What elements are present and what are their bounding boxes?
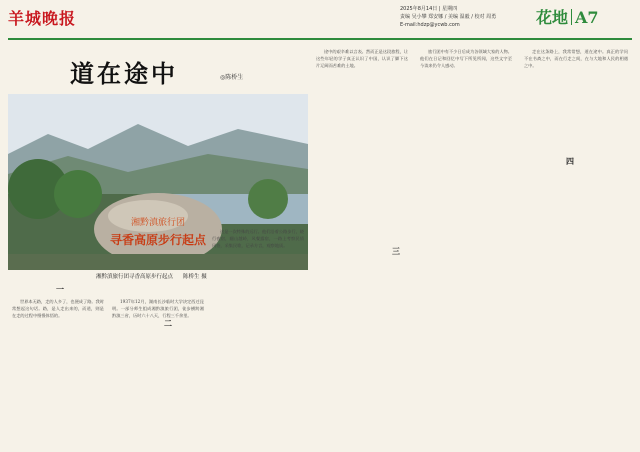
masthead-rule (8, 38, 632, 40)
masthead (0, 0, 640, 40)
section-number-4: 四 (566, 156, 574, 166)
body-column-3: 这是一次特殊的远行。他们沿着公路步行，晓行夜宿，翻山越岭，风餐露宿，一路上考察民情风俗，采集民歌，记录方言，观察地质。 (212, 229, 304, 248)
body-column-4: 途中的艰辛难以言表。然而正是这段旅程，让这些年轻的学子真正认识了中国，认识了脚下这片辽阔而苦难的土地。 (316, 49, 408, 68)
section-number-3: 三 (392, 246, 400, 256)
photo-caption (96, 272, 207, 280)
section-number-1: 一 (56, 284, 64, 294)
photo-credit: 陈桥生 摄 (183, 274, 207, 280)
issue-date: 2025年8月14日 | 星期四 (400, 6, 458, 12)
body-column-5: 旅行团中有不少日后成为各领域大家的人物。他们在日记和回忆中写下所见所闻，这些文字至今读来仍令人感动。 (420, 49, 512, 68)
photo-sign-line2: 寻香高原步行起点 (109, 233, 207, 247)
body-column-2: 1937年12月，湖南长沙临时大学决定西迁昆明。一部分师生组成湘黔滇旅行团，徒步横跨湘黔滇三省，历时六十八天，行程三千余里。 (112, 299, 204, 318)
article-byline: ◎陈桥生 (220, 74, 244, 81)
caption-text: 湘黔滇旅行团寻香高原步行起点 (96, 274, 174, 280)
editor-credits: 责编 吴小攀 郑安娜 / 美编 温毅 / 校对 周勇 (400, 14, 497, 20)
page-number: A7 (575, 8, 599, 27)
section-name: 花地 (536, 8, 569, 27)
article-title: 道在途中 (70, 59, 178, 88)
photo-sign-line1: 湘黔滇旅行团 (130, 218, 186, 228)
body-column-1: 世界本无路，走的人多了，也便成了路。我时常想起这句话。路，是人走出来的，而道，则是在走的过程中慢慢体悟的。 (12, 299, 104, 318)
body-column-6: 走在这条路上，我常常想，道在途中。真正的学问不在书斋之中，而在行走之间，在与大地和人民的相遇之中。 (524, 49, 628, 68)
page-meta (400, 5, 530, 29)
section-header (536, 5, 599, 28)
contact-email: E-mail:hdzp@ycwb.com (400, 22, 460, 28)
newspaper-logo: 羊城晚报 (8, 9, 77, 28)
section-number-2: 二 (164, 318, 172, 328)
section-divider (571, 9, 572, 25)
